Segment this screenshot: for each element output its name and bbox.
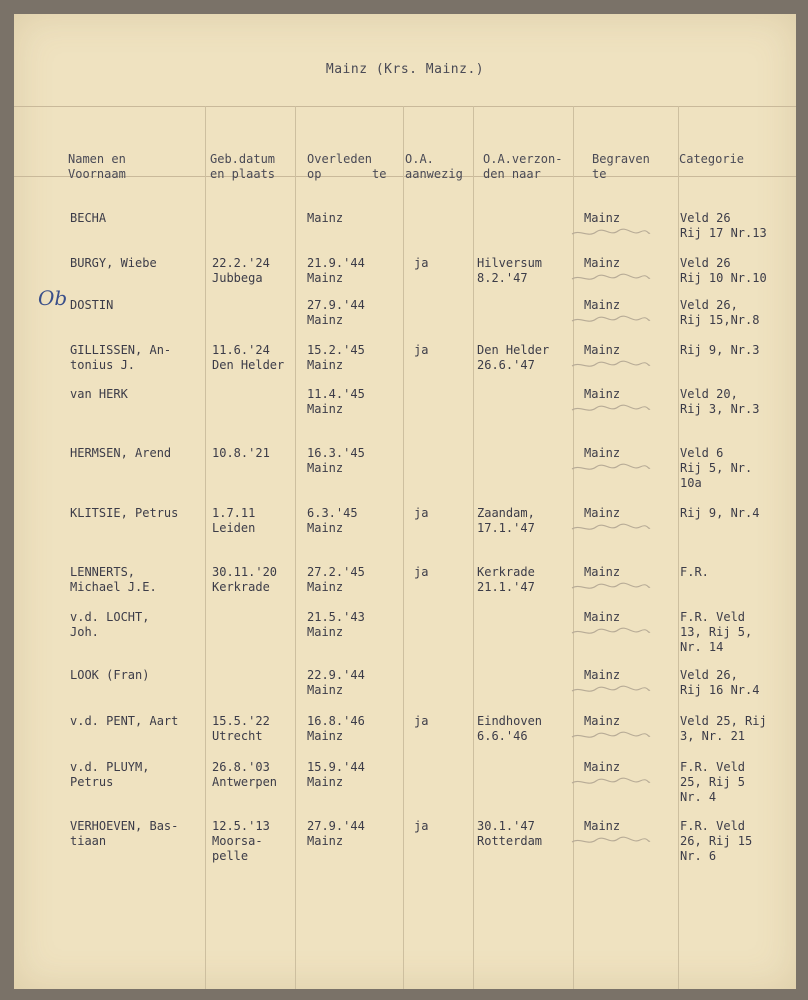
cell-categorie: Veld 6 Rij 5, Nr. 10a	[680, 446, 753, 490]
cell-overleden: 16.3.'45 Mainz	[307, 446, 365, 475]
cell-begraven: Mainz	[584, 668, 621, 682]
cell-oa-aanwezig: ja	[414, 565, 429, 579]
cell-oa-verzonden: 30.1.'47 Rotterdam	[477, 819, 543, 848]
cell-categorie: Rij 9, Nr.4	[680, 506, 760, 520]
cell-begraven: Mainz	[584, 211, 621, 225]
pencil-scribble	[570, 682, 652, 698]
column-divider	[295, 106, 296, 989]
cell-begraven: Mainz	[584, 298, 621, 312]
cell-overleden: 16.8.'46 Mainz	[307, 714, 365, 743]
cell-overleden: 27.9.'44 Mainz	[307, 298, 365, 327]
cell-categorie: Rij 9, Nr.3	[680, 343, 760, 357]
cell-naam: BURGY, Wiebe	[70, 256, 157, 270]
cell-overleden: 15.2.'45 Mainz	[307, 343, 365, 372]
header-overleden: Overleden op te	[307, 152, 387, 181]
cell-categorie: Veld 20, Rij 3, Nr.3	[680, 387, 760, 416]
cell-categorie: Veld 25, Rij 3, Nr. 21	[680, 714, 767, 743]
cell-overleden: 27.9.'44 Mainz	[307, 819, 365, 848]
cell-categorie: Veld 26, Rij 16 Nr.4	[680, 668, 760, 697]
cell-oa-aanwezig: ja	[414, 256, 429, 270]
cell-categorie: Veld 26, Rij 15,Nr.8	[680, 298, 760, 327]
pencil-scribble	[570, 624, 652, 640]
column-divider	[473, 106, 474, 989]
cell-begraven: Mainz	[584, 256, 621, 270]
pencil-scribble	[570, 728, 652, 744]
pencil-scribble	[570, 774, 652, 790]
cell-begraven: Mainz	[584, 610, 621, 624]
cell-oa-aanwezig: ja	[414, 819, 429, 833]
cell-oa-verzonden: Hilversum 8.2.'47	[477, 256, 543, 285]
cell-naam: LENNERTS, Michael J.E.	[70, 565, 157, 594]
cell-naam: HERMSEN, Arend	[70, 446, 172, 460]
cell-geboorte: 30.11.'20 Kerkrade	[212, 565, 278, 594]
header-naam: Namen en Voornaam	[68, 152, 126, 181]
cell-categorie: F.R. Veld 13, Rij 5, Nr. 14	[680, 610, 753, 654]
cell-naam: DOSTIN	[70, 298, 114, 312]
cell-begraven: Mainz	[584, 819, 621, 833]
cell-overleden: 6.3.'45 Mainz	[307, 506, 358, 535]
cell-naam: BECHA	[70, 211, 107, 225]
cell-begraven: Mainz	[584, 387, 621, 401]
cell-categorie: F.R. Veld 26, Rij 15 Nr. 6	[680, 819, 753, 863]
cell-geboorte: 15.5.'22 Utrecht	[212, 714, 270, 743]
cell-naam: v.d. PLUYM, Petrus	[70, 760, 150, 789]
header-geb: Geb.datum en plaats	[210, 152, 276, 181]
pencil-scribble	[570, 460, 652, 476]
pencil-scribble	[570, 401, 652, 417]
column-divider	[205, 106, 206, 989]
cell-oa-verzonden: Eindhoven 6.6.'46	[477, 714, 543, 743]
cell-oa-verzonden: Kerkrade 21.1.'47	[477, 565, 535, 594]
cell-naam: v.d. LOCHT, Joh.	[70, 610, 150, 639]
pencil-scribble	[570, 833, 652, 849]
cell-overleden: Mainz	[307, 211, 344, 225]
cell-begraven: Mainz	[584, 714, 621, 728]
column-divider	[678, 106, 679, 989]
pencil-scribble	[570, 225, 652, 241]
cell-overleden: 15.9.'44 Mainz	[307, 760, 365, 789]
cell-oa-aanwezig: ja	[414, 714, 429, 728]
cell-begraven: Mainz	[584, 760, 621, 774]
cell-geboorte: 26.8.'03 Antwerpen	[212, 760, 278, 789]
cell-geboorte: 12.5.'13 Moorsa- pelle	[212, 819, 270, 863]
cell-geboorte: 22.2.'24 Jubbega	[212, 256, 270, 285]
cell-naam: v.d. PENT, Aart	[70, 714, 179, 728]
cell-geboorte: 10.8.'21	[212, 446, 270, 460]
header-begraven: Begraven te	[592, 152, 650, 181]
cell-naam: KLITSIE, Petrus	[70, 506, 179, 520]
cell-naam: van HERK	[70, 387, 128, 401]
cell-naam: LOOK (Fran)	[70, 668, 150, 682]
document-title: Mainz (Krs. Mainz.)	[325, 62, 485, 77]
document-sheet	[14, 14, 796, 989]
header-categorie: Categorie	[679, 152, 745, 166]
column-divider	[403, 106, 404, 989]
header-oa-verzonden: O.A.verzon- den naar	[483, 152, 563, 181]
pencil-scribble	[570, 312, 652, 328]
cell-begraven: Mainz	[584, 343, 621, 357]
cell-begraven: Mainz	[584, 565, 621, 579]
cell-categorie: Veld 26 Rij 17 Nr.13	[680, 211, 767, 240]
handwritten-margin-note: Ob	[38, 286, 68, 310]
pencil-scribble	[570, 270, 652, 286]
cell-overleden: 27.2.'45 Mainz	[307, 565, 365, 594]
cell-oa-aanwezig: ja	[414, 343, 429, 357]
cell-oa-aanwezig: ja	[414, 506, 429, 520]
cell-categorie: F.R.	[680, 565, 709, 579]
cell-begraven: Mainz	[584, 446, 621, 460]
pencil-scribble	[570, 357, 652, 373]
cell-overleden: 22.9.'44 Mainz	[307, 668, 365, 697]
cell-naam: GILLISSEN, An- tonius J.	[70, 343, 172, 372]
cell-begraven: Mainz	[584, 506, 621, 520]
cell-naam: VERHOEVEN, Bas- tiaan	[70, 819, 179, 848]
pencil-scribble	[570, 520, 652, 536]
cell-oa-verzonden: Zaandam, 17.1.'47	[477, 506, 535, 535]
cell-categorie: Veld 26 Rij 10 Nr.10	[680, 256, 767, 285]
cell-geboorte: 1.7.11 Leiden	[212, 506, 256, 535]
cell-categorie: F.R. Veld 25, Rij 5 Nr. 4	[680, 760, 746, 804]
cell-overleden: 21.5.'43 Mainz	[307, 610, 365, 639]
cell-oa-verzonden: Den Helder 26.6.'47	[477, 343, 550, 372]
cell-overleden: 11.4.'45 Mainz	[307, 387, 365, 416]
pencil-scribble	[570, 579, 652, 595]
cell-overleden: 21.9.'44 Mainz	[307, 256, 365, 285]
cell-geboorte: 11.6.'24 Den Helder	[212, 343, 285, 372]
header-oa: O.A. aanwezig	[405, 152, 463, 181]
